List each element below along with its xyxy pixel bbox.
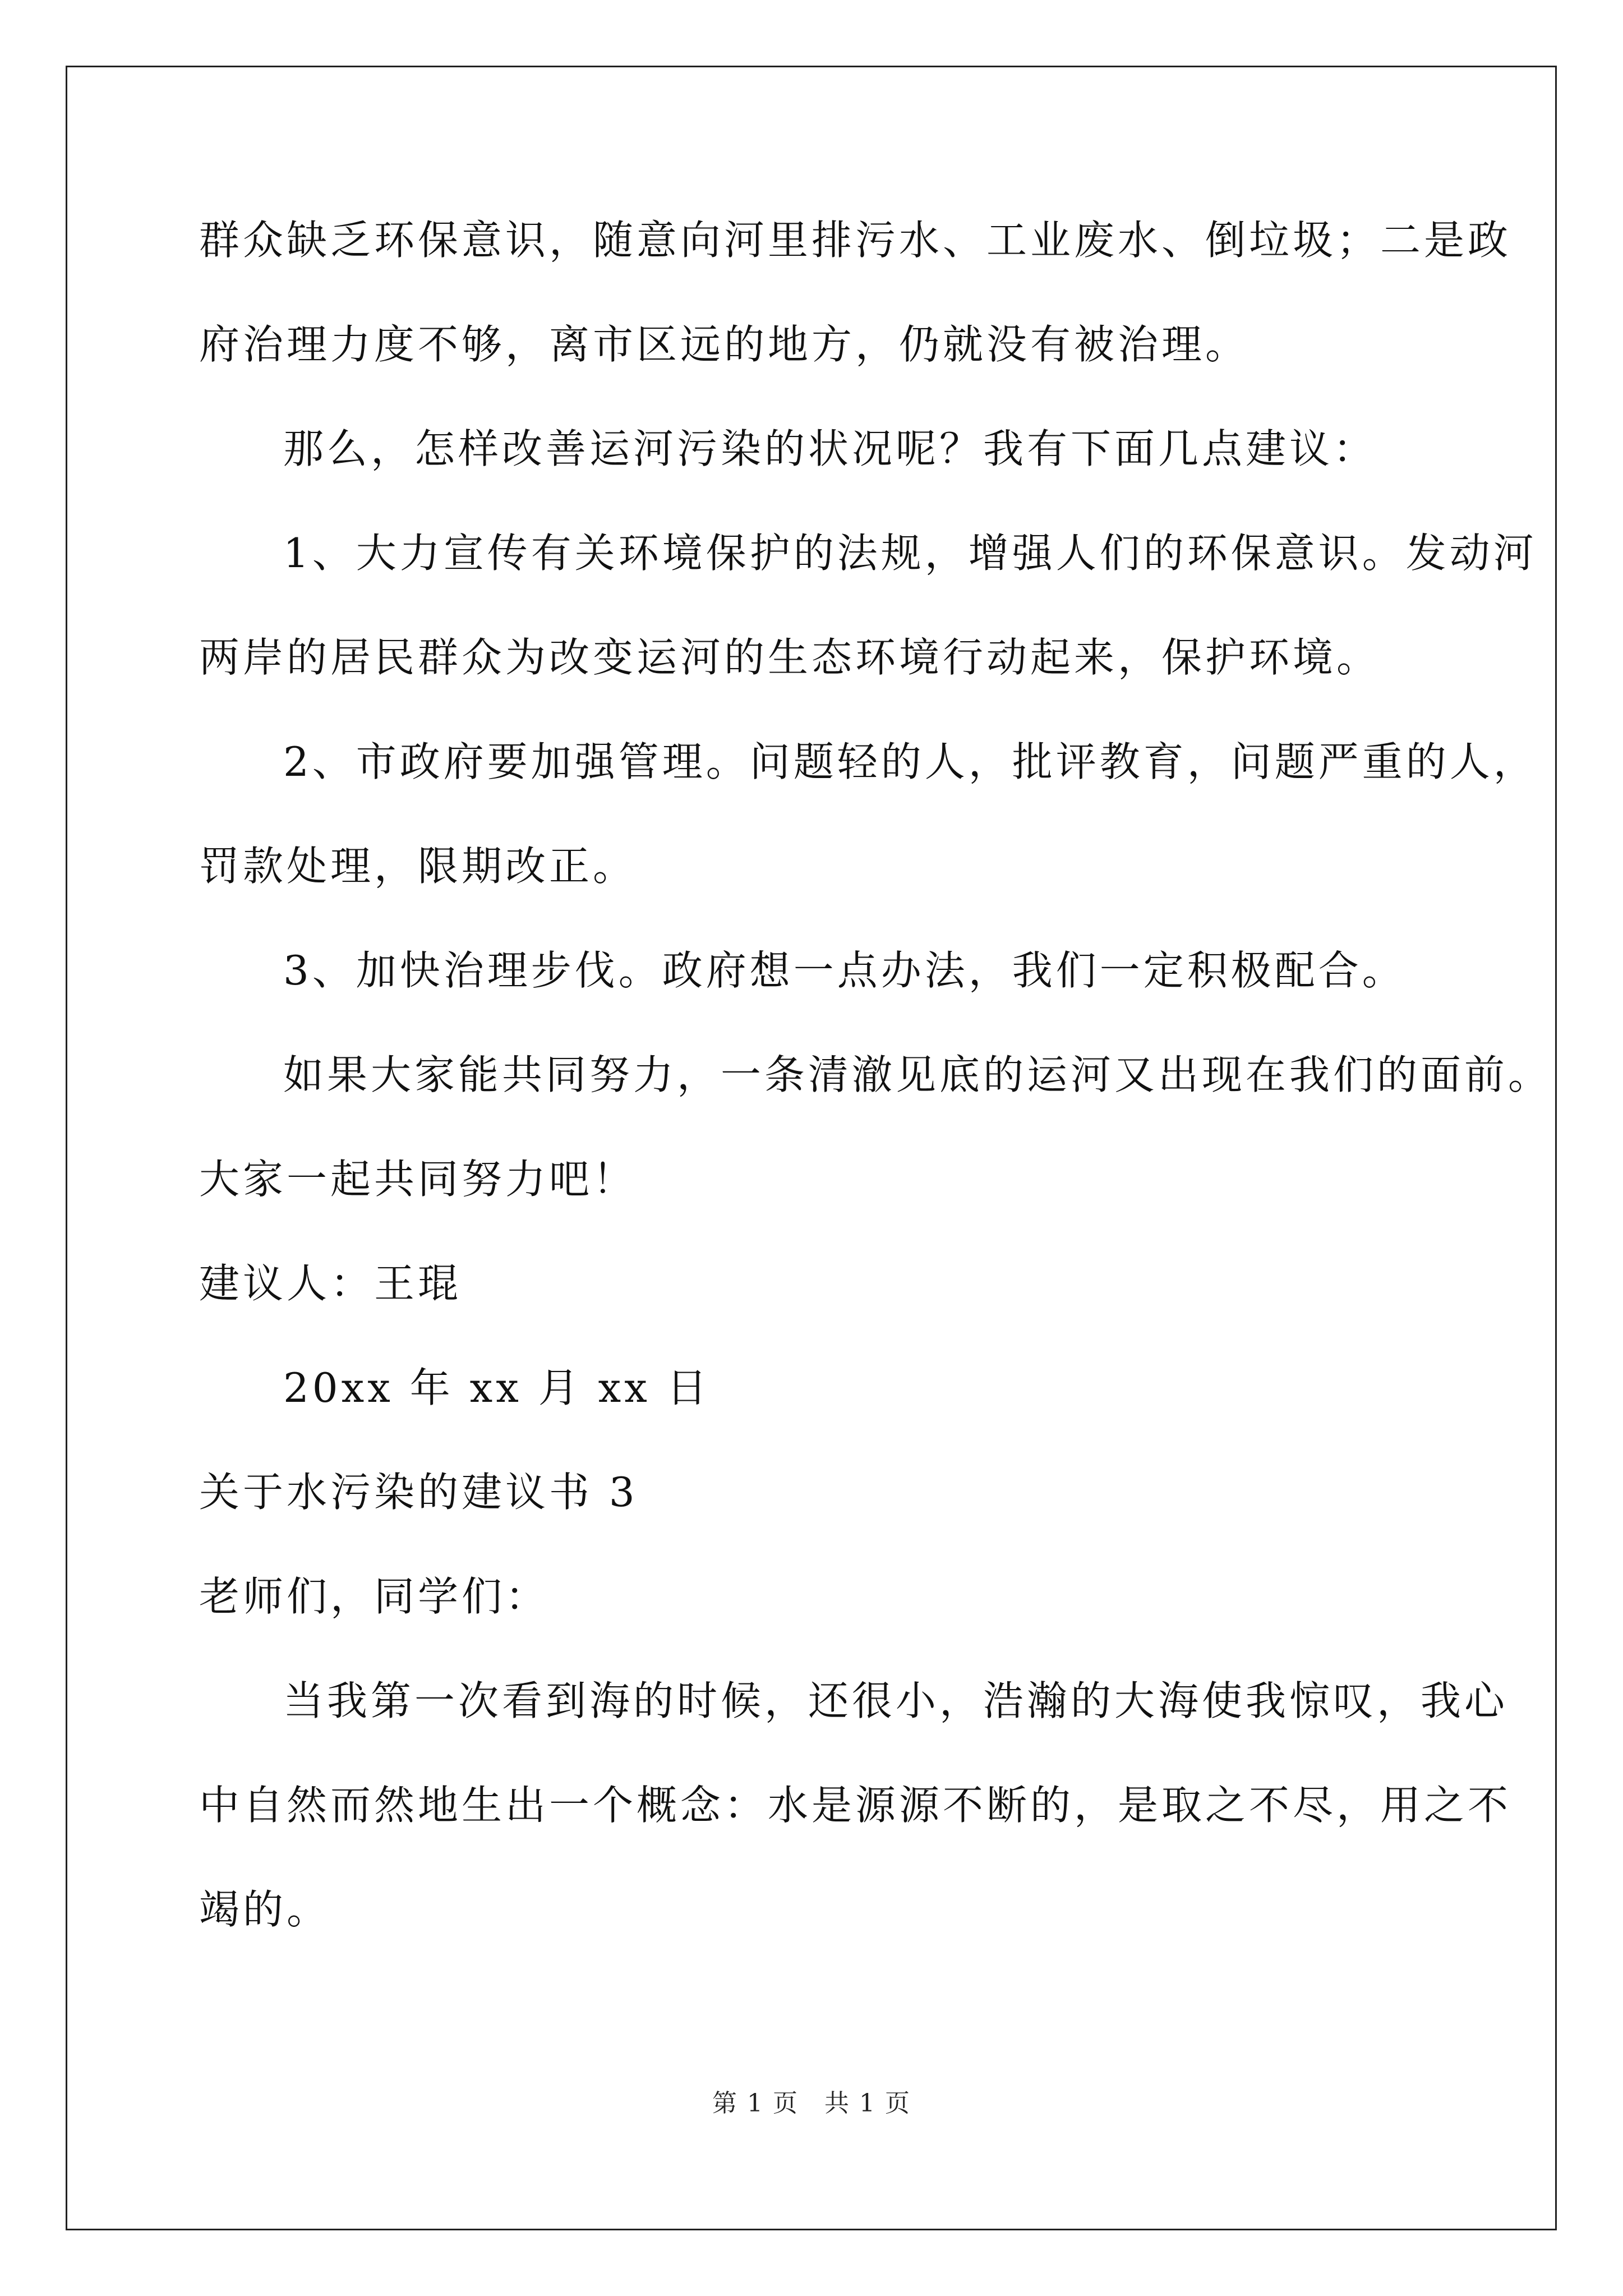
list-item-1: 1、大力宣传有关环境保护的法规，增强人们的环保意识。发动河 [283, 530, 1537, 577]
paragraph-line: 那么，怎样改善运河污染的状况呢？我有下面几点建议： [283, 425, 1377, 472]
list-item-2: 2、市政府要加强管理。问题轻的人，批评教育，问题严重的人， [283, 738, 1537, 785]
paragraph-line: 群众缺乏环保意识，随意向河里排污水、工业废水、倒垃圾；二是政 [199, 217, 1512, 264]
paragraph-line: 当我第一次看到海的时候，还很小，浩瀚的大海使我惊叹，我心 [283, 1677, 1509, 1724]
date-line: 20xx 年 xx 月 xx 日 [283, 1364, 711, 1411]
page-footer: 第 1 页 共 1 页 [712, 2089, 911, 2118]
signature-line: 建议人：王琨 [199, 1260, 462, 1307]
paragraph-line: 府治理力度不够，离市区远的地方，仍就没有被治理。 [199, 321, 1249, 368]
paragraph-line: 两岸的居民群众为改变运河的生态环境行动起来，保护环境。 [199, 634, 1381, 681]
paragraph-line: 罚款处理，限期改正。 [199, 843, 637, 890]
paragraph-line: 竭的。 [199, 1886, 331, 1933]
paragraph-line: 中自然而然地生出一个概念：水是源源不断的，是取之不尽，用之不 [199, 1782, 1512, 1829]
paragraph-line: 如果大家能共同努力，一条清澈见底的运河又出现在我们的面前。 [283, 1051, 1552, 1098]
section-title: 关于水污染的建议书 3 [199, 1469, 638, 1516]
list-item-3: 3、加快治理步伐。政府想一点办法，我们一定积极配合。 [283, 947, 1406, 994]
paragraph-line: 大家一起共同努力吧！ [199, 1156, 637, 1203]
salutation: 老师们，同学们： [199, 1573, 550, 1620]
